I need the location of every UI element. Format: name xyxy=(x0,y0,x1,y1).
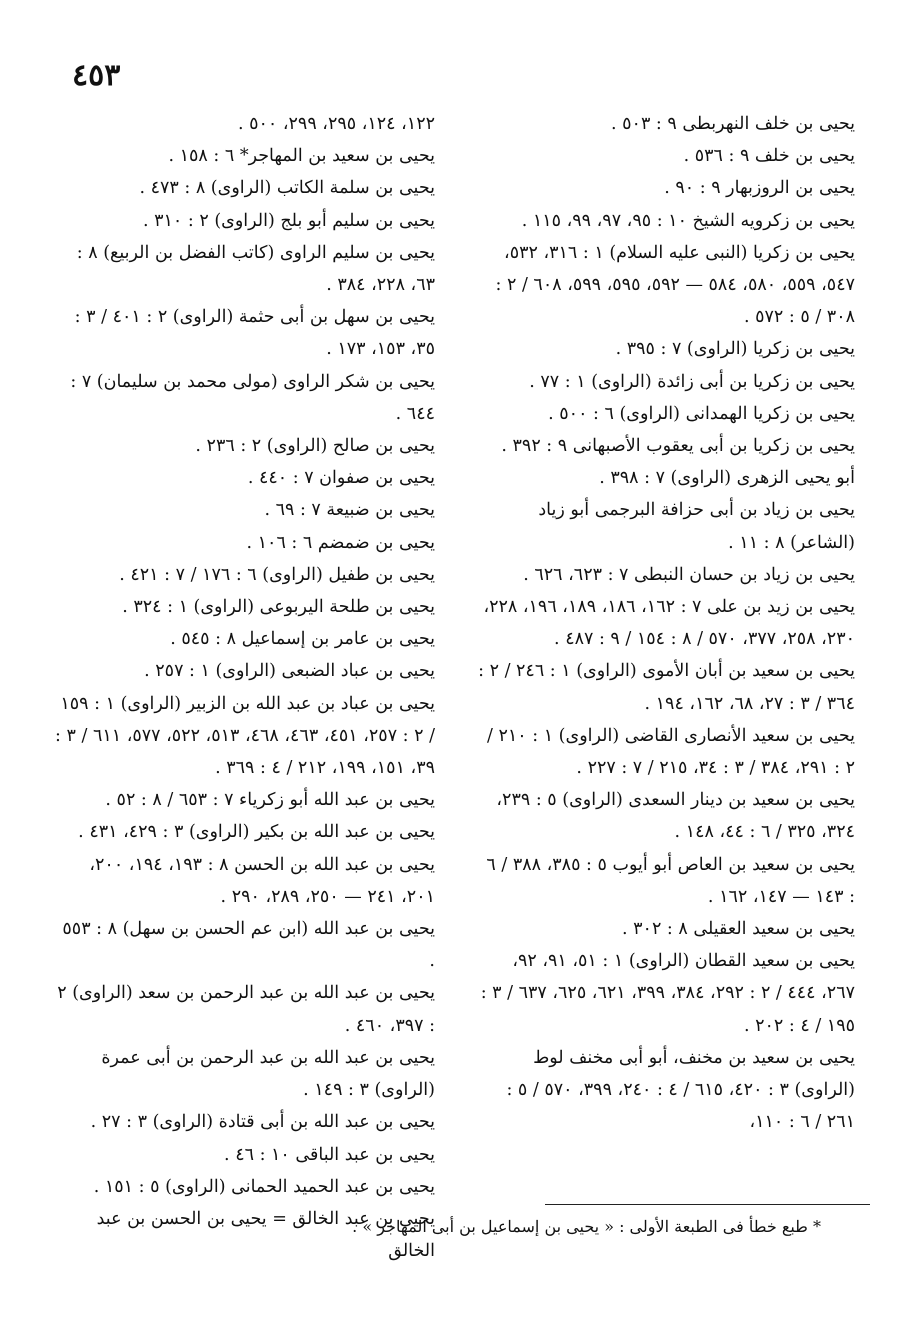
index-entry: يحيى بن سعيد القطان (الراوى) ١ : ٥١، ٩١، ٩٢، ٢٦٧، ٤٤٤ / ٢ : ٢٩٢، ٣٨٤، ٣٩٩، ٦٢١، ٦٢٥، ٦٣٧ / ٣ : ١٩٥ / ٤ : ٢٠٢ . xyxy=(480,951,855,1036)
index-entry: يحيى بن عبد الباقى ١٠ : ٤٦ . xyxy=(224,1144,435,1165)
index-entry: يحيى بن زكريا بن أبى يعقوب الأصبهانى ٩ : ٣٩٢ . xyxy=(501,436,855,457)
left-column xyxy=(55,108,435,1262)
index-entry: يحيى بن عباد بن عبد الله بن الزبير (الراوى) ١ : ١٥٩ / ٢ : ٢٥٧، ٤٥١، ٤٦٣، ٤٦٨، ٥١٣، ٥٢٢، ٥٧٧، ٦١١ / ٣ : ٣٩، ١٥١، ١٩٩، ٢١٢ / ٤ : ٣٦٩ . xyxy=(55,693,435,779)
index-entry: يحيى بن زكريا (النبى عليه السلام) ١ : ٣١٦، ٥٣٢، ٥٤٧، ٥٥٩، ٥٨٠، ٥٨٤ — ٥٩٢، ٥٩٥، ٥٩٩، ٦٠٨ / ٢ : ٣٠٨ / ٥ : ٥٧٢ . xyxy=(495,242,855,328)
index-entry: يحيى بن عباد الضبعى (الراوى) ١ : ٢٥٧ . xyxy=(144,661,435,682)
index-entry: يحيى بن زكريا (الراوى) ٧ : ٣٩٥ . xyxy=(615,339,855,360)
index-entry: يحيى بن سعيد العقيلى ٨ : ٣٠٢ . xyxy=(622,919,855,940)
index-entry: يحيى بن سعيد بن دينار السعدى (الراوى) ٥ : ٢٣٩، ٣٢٤، ٣٢٥ / ٦ : ٤٤، ١٤٨ . xyxy=(496,790,855,843)
index-entry: أبو يحيى الزهرى (الراوى) ٧ : ٣٩٨ . xyxy=(599,468,855,489)
index-entry: يحيى بن ضمضم ٦ : ١٠٦ . xyxy=(246,532,435,553)
page-number: ٤٥٣ xyxy=(72,58,121,93)
index-entry: يحيى بن عبد الله بن عبد الرحمن بن سعد (الراوى) ٢ : ٣٩٧، ٤٦٠ . xyxy=(57,983,435,1036)
index-entry: يحيى بن سعيد بن العاص أبو أيوب ٥ : ٣٨٥، ٣٨٨ / ٦ : ١٤٣ — ١٤٧، ١٦٢ . xyxy=(486,854,855,907)
index-entry: يحيى بن خلف ٩ : ٥٣٦ . xyxy=(683,146,855,167)
index-entry: يحيى بن عبد الله بن أبى قتادة (الراوى) ٣ : ٢٧ . xyxy=(90,1112,435,1133)
footnote-divider xyxy=(545,1204,870,1205)
index-entry: يحيى بن عامر بن إسماعيل ٨ : ٥٤٥ . xyxy=(170,629,435,650)
index-entry: يحيى بن عبد الله بن بكير (الراوى) ٣ : ٤٢٩، ٤٣١ . xyxy=(78,822,435,843)
index-entry: ١٢٢، ١٢٤، ٢٩٥، ٢٩٩، ٥٠٠ . xyxy=(237,114,435,134)
index-entry: يحيى بن صالح (الراوى) ٢ : ٢٣٦ . xyxy=(195,436,435,457)
index-entry: يحيى بن طفيل (الراوى) ٦ : ١٧٦ / ٧ : ٤٢١ . xyxy=(119,564,435,585)
index-entry: يحيى بن ضبيعة ٧ : ٦٩ . xyxy=(264,500,435,521)
index-entry: يحيى بن زياد بن أبى حزافة البرجمى أبو زياد (الشاعر) ٨ : ١١ . xyxy=(538,500,855,553)
index-entry: يحيى بن سليم الراوى (كاتب الفضل بن الربيع) ٨ : ٦٣، ٢٢٨، ٣٨٤ . xyxy=(76,242,435,296)
index-entry: يحيى بن سعيد بن أبان الأموى (الراوى) ١ : ٢٤٦ / ٢ : ٣٦٤ / ٣ : ٢٧، ٦٨، ١٦٢، ١٩٤ . xyxy=(478,661,855,714)
index-entry: يحيى بن صفوان ٧ : ٤٤٠ . xyxy=(247,468,435,489)
index-entry: يحيى بن زكرويه الشيخ ١٠ : ٩٥، ٩٧، ٩٩، ١١٥ . xyxy=(521,210,855,231)
right-column xyxy=(475,108,855,1188)
index-entry: يحيى بن سهل بن أبى حثمة (الراوى) ٢ : ٤٠١ / ٣ : ٣٥، ١٥٣، ١٧٣ . xyxy=(74,307,435,360)
index-entry: يحيى بن شكر الراوى (مولى محمد بن سليمان) ٧ : ٦٤٤ . xyxy=(70,371,435,424)
index-entry: يحيى بن سعيد بن المهاجر* ٦ : ١٥٨ . xyxy=(168,146,435,167)
index-entry: يحيى بن الروزبهار ٩ : ٩٠ . xyxy=(664,178,855,199)
index-entry: يحيى بن عبد الخالق = يحيى بن الحسن بن عبد الخالق xyxy=(96,1208,435,1262)
footnote: * طبع خطأ فى الطبعة الأولى : « يحيى بن إسماعيل بن أبى المهاجر » . xyxy=(352,1217,821,1236)
index-entry: يحيى بن عبد الحميد الحمانى (الراوى) ٥ : ١٥١ . xyxy=(93,1176,435,1197)
index-entry: يحيى بن عبد الله أبو زكرياء ٧ : ٦٥٣ / ٨ : ٥٢ . xyxy=(105,790,435,811)
index-entry: يحيى بن عبد الله بن الحسن ٨ : ١٩٣، ١٩٤، ٢٠٠، ٢٠١، ٢٤١ — ٢٥٠، ٢٨٩، ٢٩٠ . xyxy=(89,854,435,907)
index-entry: يحيى بن سعيد الأنصارى القاضى (الراوى) ١ : ٢١٠ / ٢ : ٢٩١، ٣٨٤ / ٣ : ٣٤، ٢١٥ / ٧ : ٢٢٧ . xyxy=(487,725,855,779)
index-entry: يحيى بن سليم أبو بلج (الراوى) ٢ : ٣١٠ . xyxy=(142,210,435,231)
index-entry: يحيى بن عبد الله (ابن عم الحسن بن سهل) ٨ : ٥٥٣ . xyxy=(62,919,435,972)
index-entry: يحيى بن عبد الله بن عبد الرحمن بن أبى عمرة (الراوى) ٣ : ١٤٩ . xyxy=(101,1047,435,1101)
index-entry: يحيى بن زياد بن حسان النبطى ٧ : ٦٢٣، ٦٢٦ . xyxy=(523,564,855,585)
index-entry: يحيى بن سلمة الكاتب (الراوى) ٨ : ٤٧٣ . xyxy=(139,178,435,199)
index-entry: يحيى بن زكريا الهمدانى (الراوى) ٦ : ٥٠٠ . xyxy=(548,403,855,424)
index-entry: يحيى بن طلحة اليربوعى (الراوى) ١ : ٣٢٤ . xyxy=(122,597,435,618)
index-entry: يحيى بن سعيد بن مخنف، أبو أبى مخنف لوط (الراوى) ٣ : ٤٢٠، ٦١٥ / ٤ : ٢٤٠، ٣٩٩، ٥٧٠ / ٥ : ٢٦١ / ٦ : ١١٠، xyxy=(506,1047,855,1133)
index-entry: يحيى بن زيد بن على ٧ : ١٦٢، ١٨٦، ١٨٩، ١٩٦، ٢٢٨، ٢٣٠، ٢٥٨، ٣٧٧، ٥٧٠ / ٨ : ١٥٤ / ٩ : ٤٨٧ . xyxy=(483,597,855,650)
index-entry: يحيى بن زكريا بن أبى زائدة (الراوى) ١ : ٧٧ . xyxy=(529,371,855,392)
index-entry: يحيى بن خلف النهربطى ٩ : ٥٠٣ . xyxy=(611,114,855,134)
